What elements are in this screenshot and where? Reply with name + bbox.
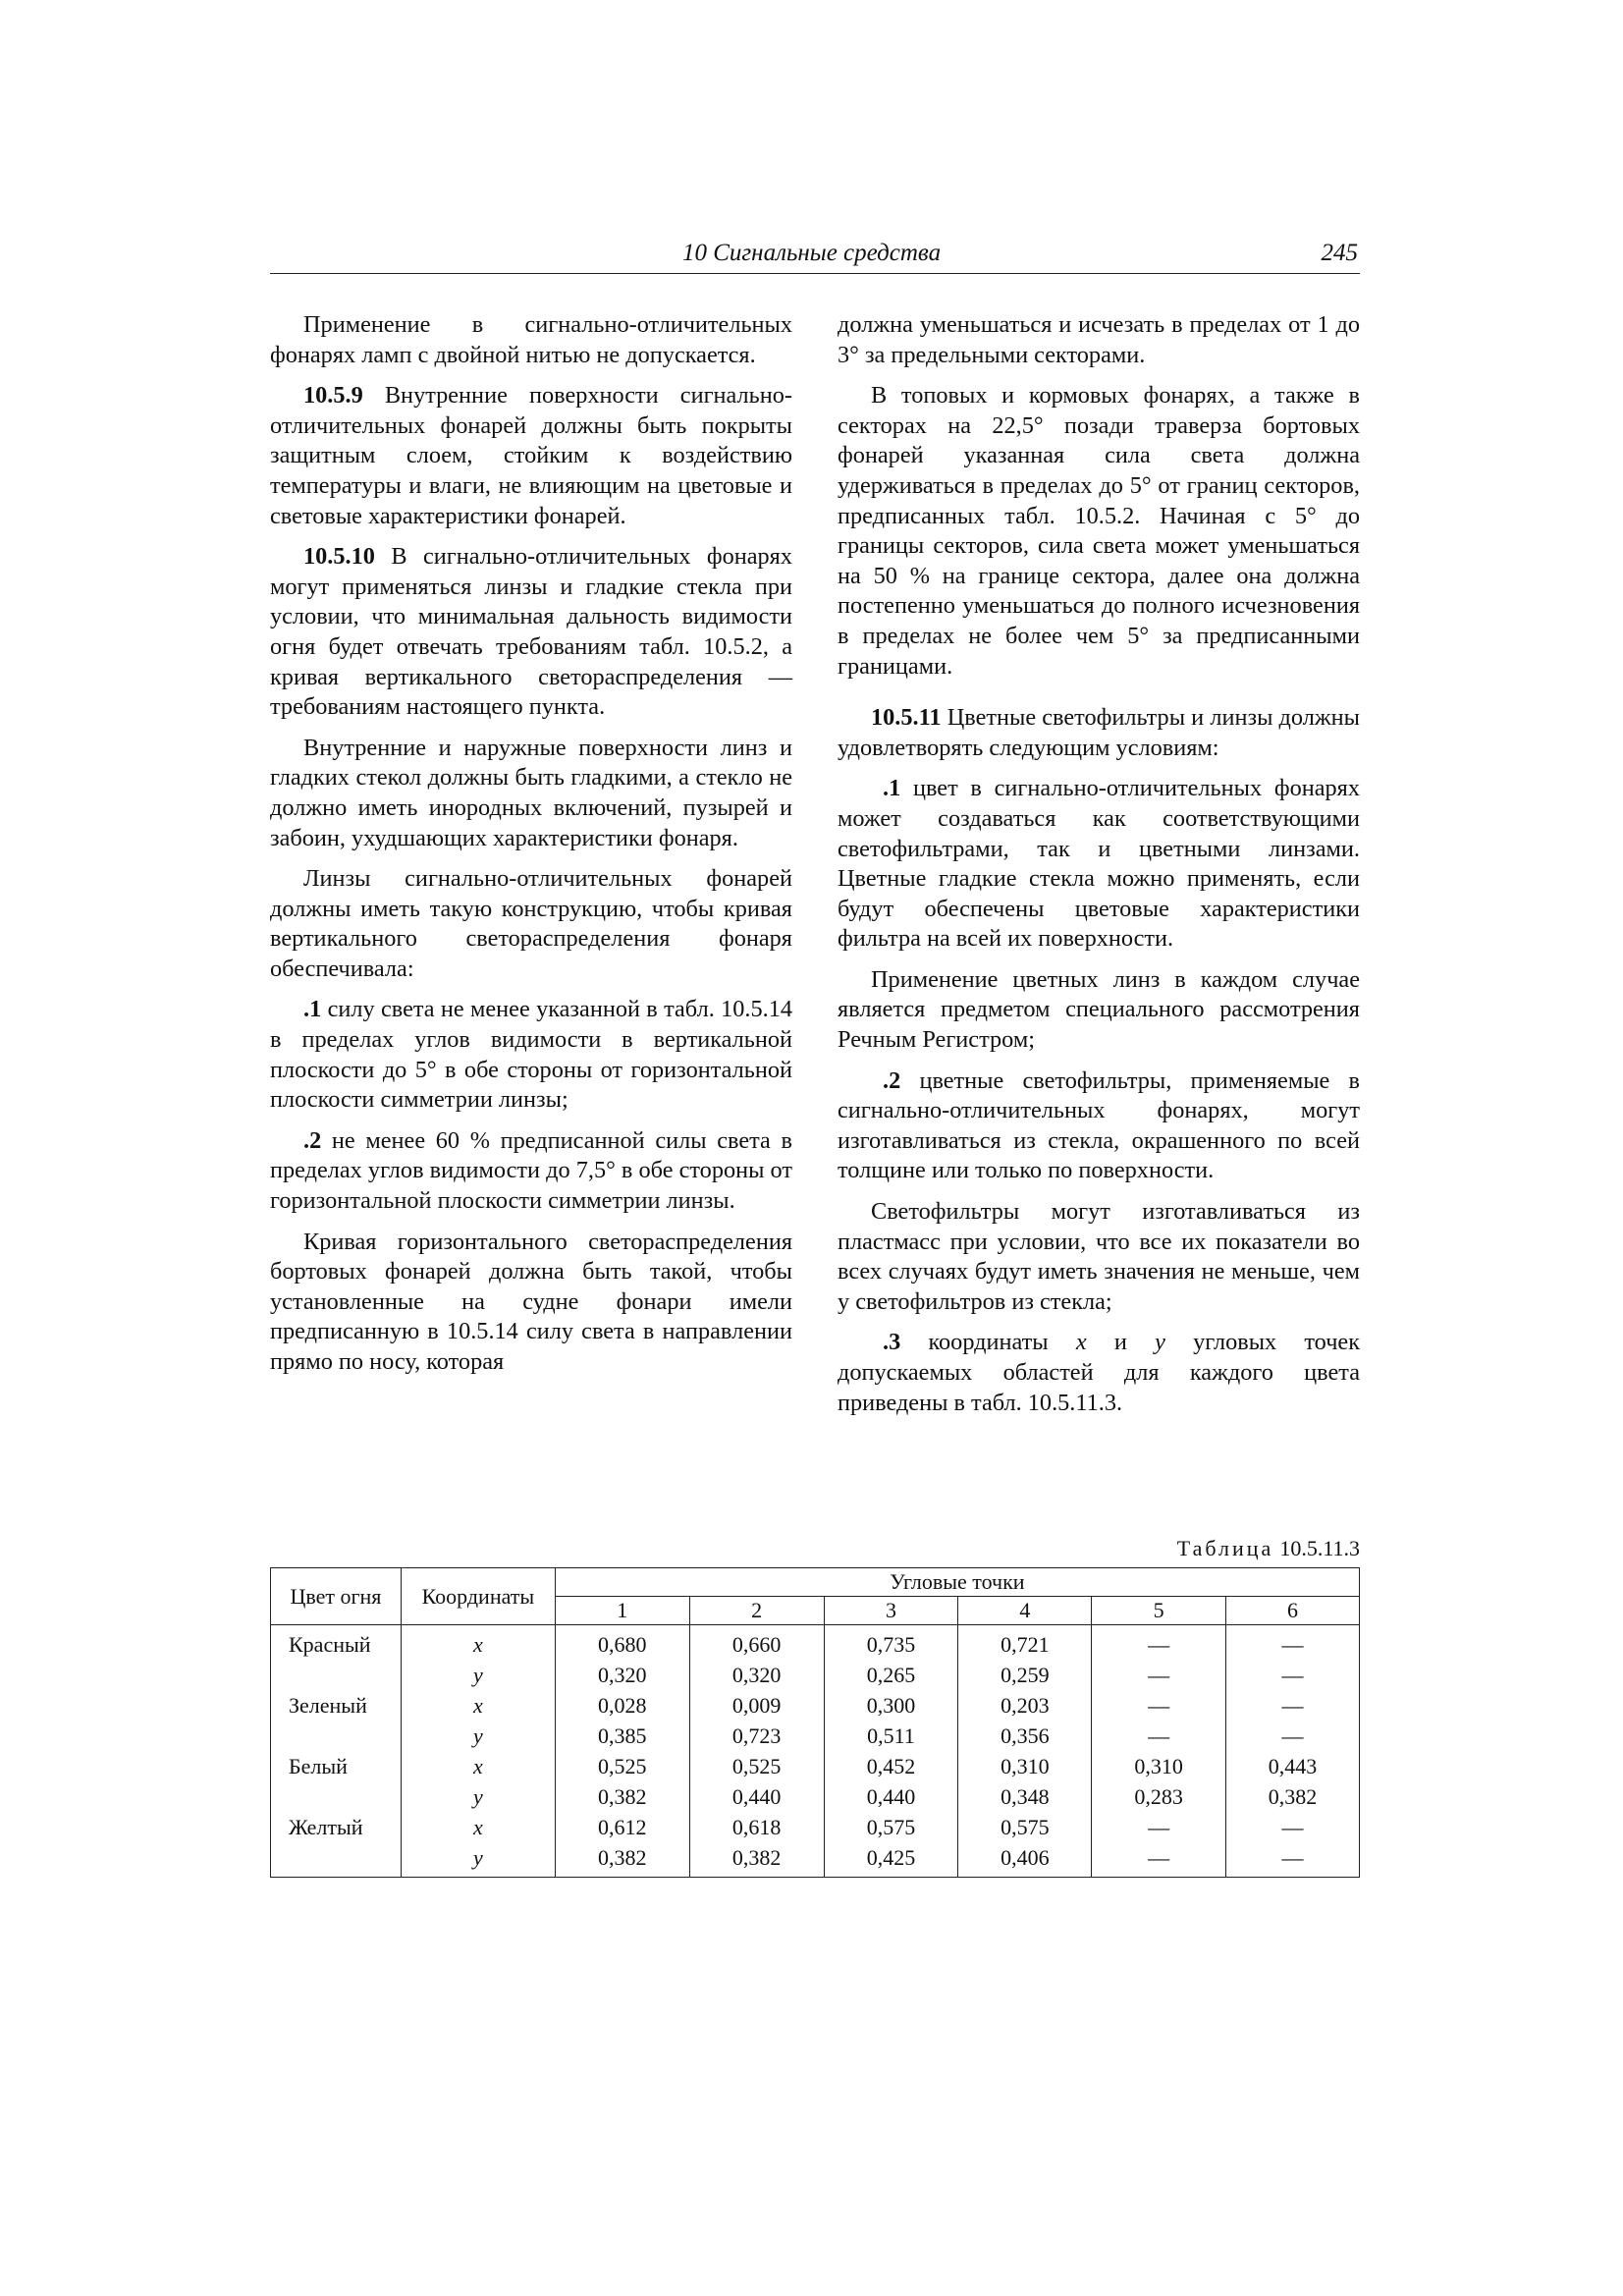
- table-caption-number: 10.5.11.3: [1279, 1536, 1360, 1560]
- cell-value: 0,721: [958, 1625, 1092, 1661]
- header-point-6: 6: [1226, 1597, 1360, 1625]
- list-marker: .3: [883, 1329, 901, 1356]
- table-row: [271, 1660, 1360, 1690]
- header-point-4: 4: [958, 1597, 1092, 1625]
- cell-value: 0,348: [958, 1781, 1092, 1812]
- table-caption-word: Таблица: [1176, 1536, 1274, 1560]
- cell-value: 0,511: [824, 1721, 958, 1751]
- paragraph-10-5-11: 10.5.11 Цветные светофильтры и линзы должны удовлетворять следующим условиям:: [838, 704, 1360, 761]
- header-point-5: 5: [1092, 1597, 1226, 1625]
- cell-value: —: [1092, 1842, 1226, 1878]
- cell-value: 0,320: [555, 1660, 689, 1690]
- cell-color: Красный: [271, 1625, 402, 1661]
- cell-color: [271, 1721, 402, 1751]
- cell-coordinate: x: [401, 1625, 555, 1661]
- cell-value: 0,028: [555, 1690, 689, 1721]
- clause-number: 10.5.11: [871, 704, 942, 732]
- cell-value: 0,443: [1226, 1751, 1360, 1781]
- cell-value: 0,382: [689, 1842, 824, 1878]
- header-point-2: 2: [689, 1597, 824, 1625]
- clause-number: 10.5.9: [303, 382, 363, 410]
- cell-value: 0,382: [555, 1842, 689, 1878]
- table-row: [271, 1625, 1360, 1661]
- table-row: [271, 1721, 1360, 1751]
- cell-value: 0,265: [824, 1660, 958, 1690]
- cell-value: 0,382: [1226, 1781, 1360, 1812]
- cell-coordinate: y: [401, 1781, 555, 1812]
- paragraph: Линзы сигнально-отличительных фонарей должны иметь такую конструкцию, чтобы кривая вертикального светораспределения фонаря обеспечивала:: [270, 865, 792, 982]
- cell-coordinate: x: [401, 1690, 555, 1721]
- cell-coordinate: y: [401, 1721, 555, 1751]
- cell-value: 0,009: [689, 1690, 824, 1721]
- header-color: Цвет огня: [271, 1568, 402, 1625]
- cell-value: 0,425: [824, 1842, 958, 1878]
- cell-value: 0,203: [958, 1690, 1092, 1721]
- list-item-1: .1 силу света не менее указанной в табл. 10.5.14 в пределах углов видимости в вертикальной плоскости до 5° в обе стороны от горизонтальной плоскости симметрии линзы;: [270, 996, 792, 1114]
- cell-value: 0,385: [555, 1721, 689, 1751]
- cell-color: [271, 1781, 402, 1812]
- cell-value: 0,406: [958, 1842, 1092, 1878]
- cell-value: 0,320: [689, 1660, 824, 1690]
- cell-value: 0,310: [1092, 1751, 1226, 1781]
- cell-value: 0,300: [824, 1690, 958, 1721]
- paragraph: В топовых и кормовых фонарях, а также в секторах на 22,5° позади траверза бортовых фонарей указанная сила света должна удерживаться в пределах до 5° от границ секторов, предписанных табл. 10.5.2. Начиная с 5° до границы секторов, сила света может уменьшаться на 50 % на границе сектора, далее она должна постепенно уменьшаться до полного исчезновения в пределах не более чем 5° за предписанными границами.: [838, 382, 1360, 680]
- paragraph-10-5-10: 10.5.10 В сигнально-отличительных фонарях могут применяться линзы и гладкие стекла при условии, что минимальная дальность видимости огня будет отвечать требованиям табл. 10.5.2, а кривая вертикального светораспределения — требованиям настоящего пункта.: [270, 543, 792, 721]
- paragraph: Светофильтры могут изготавливаться из пластмасс при условии, что все их показатели во всех случаях будут иметь значения не меньше, чем у светофильтров из стекла;: [838, 1198, 1360, 1315]
- cell-coordinate: y: [401, 1660, 555, 1690]
- cell-color: Желтый: [271, 1812, 402, 1842]
- cell-color: [271, 1842, 402, 1878]
- header-coordinates: Координаты: [401, 1568, 555, 1625]
- cell-coordinate: x: [401, 1751, 555, 1781]
- paragraph: Применение цветных линз в каждом случае является предметом специального рассмотрения Речным Регистром;: [838, 965, 1360, 1054]
- left-column: [270, 310, 792, 1389]
- list-item-2: .2 цветные светофильтры, применяемые в сигнально-отличительных фонарях, могут изготавливаться из стекла, окрашенного по всей толщине или только по поверхности.: [838, 1066, 1360, 1184]
- header-point-1: 1: [555, 1597, 689, 1625]
- cell-value: 0,735: [824, 1625, 958, 1661]
- right-column: [838, 310, 1360, 1429]
- cell-value: —: [1092, 1625, 1226, 1661]
- list-marker: .1: [883, 775, 901, 802]
- color-coordinates-table: [270, 1567, 1360, 1878]
- table-caption: [838, 1536, 1360, 1561]
- section-title: 10 Сигнальные средства: [682, 240, 942, 266]
- cell-value: —: [1226, 1625, 1360, 1661]
- cell-value: 0,618: [689, 1812, 824, 1842]
- cell-value: —: [1226, 1690, 1360, 1721]
- cell-value: —: [1092, 1721, 1226, 1751]
- cell-value: 0,452: [824, 1751, 958, 1781]
- cell-coordinate: y: [401, 1842, 555, 1878]
- page-header: [270, 238, 1360, 274]
- var-x: x: [1075, 1329, 1087, 1356]
- cell-value: 0,525: [689, 1751, 824, 1781]
- table-row: [271, 1781, 1360, 1812]
- header-corner-points: Угловые точки: [555, 1568, 1359, 1597]
- cell-color: Белый: [271, 1751, 402, 1781]
- page-number: 245: [1321, 240, 1358, 266]
- cell-value: —: [1226, 1842, 1360, 1878]
- cell-value: —: [1226, 1812, 1360, 1842]
- cell-value: —: [1226, 1721, 1360, 1751]
- cell-value: 0,723: [689, 1721, 824, 1751]
- list-marker: .2: [303, 1126, 322, 1154]
- paragraph: Внутренние и наружные поверхности линз и гладких стекол должны быть гладкими, а стекло не должно иметь инородных включений, пузырей и забоин, ухудшающих характеристики фонаря.: [270, 734, 792, 851]
- list-item-1: .1 цвет в сигнально-отличительных фонарях может создаваться как соответствующими светофильтрами, так и цветными линзами. Цветные гладкие стекла можно применять, если будут обеспечены цветовые характеристики фильтра на всей их поверхности.: [838, 775, 1360, 953]
- cell-value: —: [1092, 1660, 1226, 1690]
- cell-color: [271, 1660, 402, 1690]
- cell-value: —: [1092, 1812, 1226, 1842]
- cell-value: 0,356: [958, 1721, 1092, 1751]
- list-marker: .1: [303, 996, 322, 1023]
- cell-value: 0,283: [1092, 1781, 1226, 1812]
- cell-color: Зеленый: [271, 1690, 402, 1721]
- cell-value: 0,660: [689, 1625, 824, 1661]
- cell-value: 0,680: [555, 1625, 689, 1661]
- table-row: [271, 1842, 1360, 1878]
- header-point-3: 3: [824, 1597, 958, 1625]
- cell-value: 0,382: [555, 1781, 689, 1812]
- cell-value: 0,575: [958, 1812, 1092, 1842]
- cell-value: 0,259: [958, 1660, 1092, 1690]
- var-y: y: [1155, 1329, 1165, 1356]
- cell-coordinate: x: [401, 1812, 555, 1842]
- paragraph: Применение в сигнально-отличительных фонарях ламп с двойной нитью не допускается.: [270, 311, 792, 368]
- table-row: [271, 1690, 1360, 1721]
- list-item-3: .3 координаты x и y угловых точек допускаемых областей для каждого цвета приведены в табл. 10.5.11.3.: [838, 1329, 1361, 1416]
- table-row: [271, 1751, 1360, 1781]
- cell-value: 0,575: [824, 1812, 958, 1842]
- cell-value: 0,440: [824, 1781, 958, 1812]
- clause-number: 10.5.10: [303, 543, 375, 571]
- paragraph-10-5-9: 10.5.9 Внутренние поверхности сигнально-отличительных фонарей должны быть покрыты защитным слоем, стойким к воздействию температуры и влаги, не влияющим на цветовые и световые характеристики фонарей.: [270, 382, 792, 529]
- cell-value: 0,310: [958, 1751, 1092, 1781]
- cell-value: 0,440: [689, 1781, 824, 1812]
- list-item-2: .2 не менее 60 % предписанной силы света в пределах углов видимости до 7,5° в обе стороны от горизонтальной плоскости симметрии линзы.: [270, 1126, 792, 1215]
- cell-value: —: [1226, 1660, 1360, 1690]
- list-marker: .2: [883, 1066, 901, 1094]
- cell-value: 0,525: [555, 1751, 689, 1781]
- paragraph: Кривая горизонтального светораспределения бортовых фонарей должна быть такой, чтобы установленные на судне фонари имели предписанную в 10.5.14 силу света в направлении прямо по носу, которая: [270, 1228, 792, 1375]
- paragraph: должна уменьшаться и исчезать в пределах от 1 до 3° за предельными секторами.: [838, 311, 1360, 368]
- cell-value: —: [1092, 1690, 1226, 1721]
- cell-value: 0,612: [555, 1812, 689, 1842]
- table-body: [271, 1625, 1360, 1878]
- table-row: [271, 1812, 1360, 1842]
